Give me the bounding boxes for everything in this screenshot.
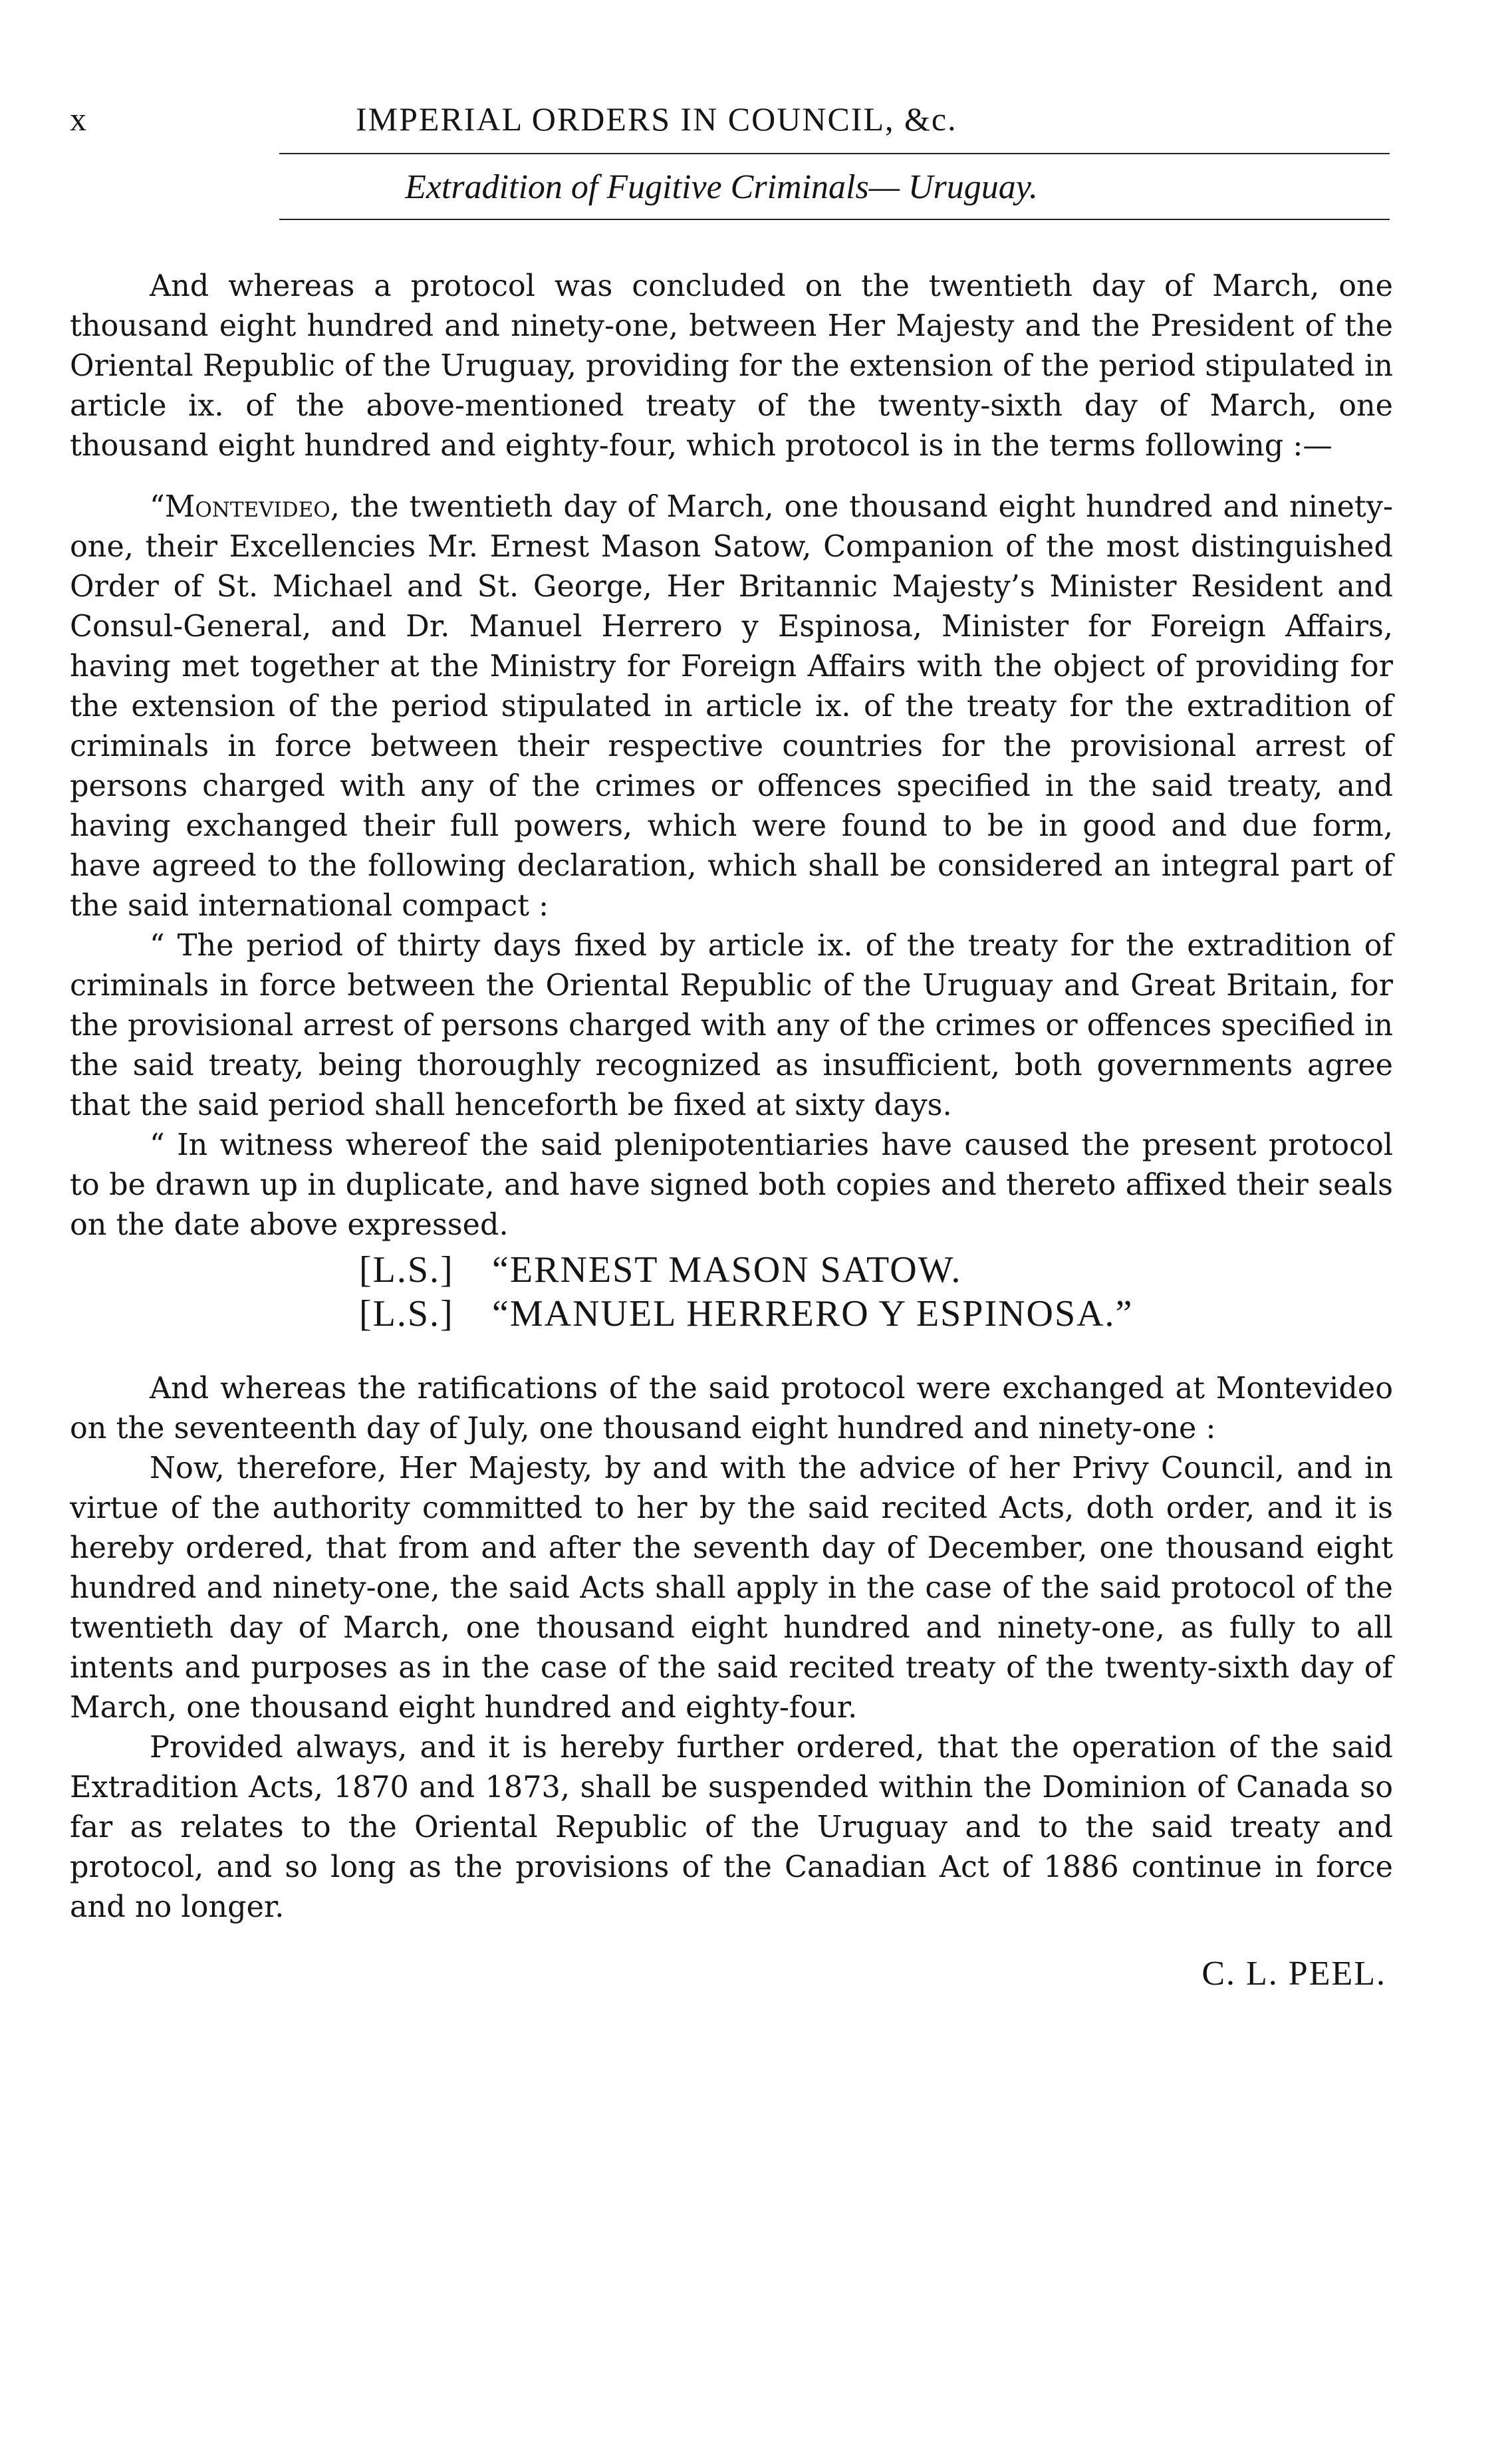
paragraph-declaration: “ The period of thirty days fixed by article ix. of the treaty for the extradition of criminals in force between the Oriental Republic of the Uruguay and Great Britain, for the provisional arrest of persons charged with any of the crimes or offences specified in the said treaty, being thoroughly recognized as insufficient, both governments agree that the said period shall henceforth be fixed at sixty days. bbox=[70, 929, 1393, 1122]
signatory-name: “ERNEST MASON SATOW. bbox=[492, 1249, 962, 1291]
signatory-name: “MANUEL HERRERO Y ESPINOSA.” bbox=[492, 1293, 1134, 1334]
subheading-rule bbox=[279, 219, 1390, 220]
page-number: x bbox=[70, 100, 87, 138]
protocol-quote-text: the twentieth day of March, one thousand eight hundred and ninety-one, their Excellencies Mr. Ernest Mason Satow, Companion of the most distinguished Order of St. Michael and St. George, Her Britannic Majesty’s Minister Resident and Consul-General, and Dr. Manuel Herrero y Espinosa, Minister for Foreign Affairs, having met together at the Ministry for Foreign Affairs with the object of providing for the extension of the period stipulated in article ix. of the treaty for the extradition of criminals in force between their respective countries for the provisional arrest of persons charged with any of the crimes or offences specified in the said treaty, and having exchanged their full powers, which were found to be in good and due form, have agreed to the following declaration, which shall be considered an integral part of the said international compact : bbox=[70, 490, 1393, 923]
running-header bbox=[70, 100, 1393, 153]
header-rule bbox=[279, 153, 1390, 154]
document-page bbox=[70, 100, 1393, 1993]
signature-row bbox=[359, 1292, 1393, 1336]
signature-row bbox=[359, 1248, 1393, 1292]
section-subheading: Extradition of Fugitive Criminals— Uruguay. bbox=[405, 168, 1038, 206]
closing-signature: C. L. PEEL. bbox=[1201, 1955, 1386, 1993]
paragraph-protocol-intro: And whereas a protocol was concluded on the twentieth day of March, one thousand eight hundred and ninety-one, between Her Majesty and the President of the Oriental Republic of the Uruguay, providing for the extension of the period stipulated in article ix. of the above-mentioned treaty of the twenty-sixth day of March, one thousand eight hundred and eighty-four, which protocol is in the terms following :— bbox=[70, 269, 1393, 463]
body-text bbox=[70, 267, 1393, 1927]
paragraph-proviso: Provided always, and it is hereby further ordered, that the operation of the said Extradition Acts, 1870 and 1873, shall be suspended within the Dominion of Canada so far as relates to the Oriental Republic of the Uruguay and to the said treaty and protocol, and so long as the provisions of the Canadian Act of 1886 continue in force and no longer. bbox=[70, 1731, 1393, 1924]
paragraph-protocol-quote: “Montevideo, the twentieth day of March, one thousand eight hundred and ninety-one, their Excellencies Mr. Ernest Mason Satow, Companion of the most distinguished Order of St. Michael and St. George, Her Britannic Majesty’s Minister Resident and Consul-General, and Dr. Manuel Herrero y Espinosa, Minister for Foreign Affairs, having met together at the Ministry for Foreign Affairs with the object of providing for the extension of the period stipulated in article ix. of the treaty for the extradition of criminals in force between their respective countries for the provisional arrest of persons charged with any of the crimes or offences specified in the said treaty, and having exchanged their full powers, which were found to be in good and due form, have agreed to the following declaration, which shall be considered an integral part of the said international compact : bbox=[70, 490, 1393, 923]
running-title: IMPERIAL ORDERS IN COUNCIL, &c. bbox=[356, 100, 957, 138]
place-name: Montevideo, bbox=[164, 490, 340, 524]
seal-mark: [L.S.] bbox=[359, 1293, 454, 1334]
paragraph-order: Now, therefore, Her Majesty, by and with the advice of her Privy Council, and in virtue of the authority committed to her by the said recited Acts, doth order, and it is hereby ordered, that from and after the seventh day of December, one thousand eight hundred and ninety-one, the said Acts shall apply in the case of the said protocol of the twentieth day of March, one thousand eight hundred and ninety-one, as fully to all intents and purposes as in the case of the said recited treaty of the twenty-sixth day of March, one thousand eight hundred and eighty-four. bbox=[70, 1451, 1393, 1725]
seal-mark: [L.S.] bbox=[359, 1249, 454, 1291]
paragraph-ratifications: And whereas the ratifications of the said protocol were exchanged at Montevideo on the seventeenth day of July, one thousand eight hundred and ninety-one : bbox=[70, 1372, 1393, 1445]
paragraph-witness: “ In witness whereof the said plenipotentiaries have caused the present protocol to be drawn up in duplicate, and have signed both copies and thereto affixed their seals on the date above expressed. bbox=[70, 1128, 1393, 1242]
signature-block bbox=[359, 1248, 1393, 1336]
